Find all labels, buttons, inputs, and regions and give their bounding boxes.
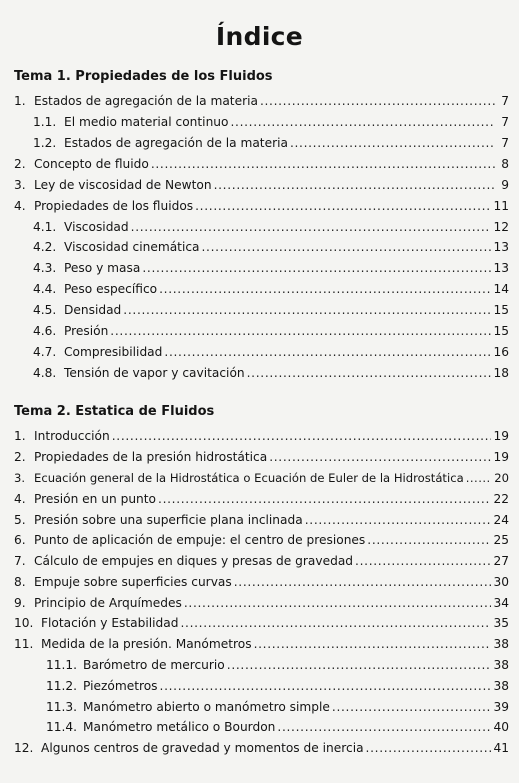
toc-entry-page: 34 xyxy=(493,596,509,610)
toc-entry-number: 4.1. xyxy=(33,220,57,234)
leader-dots xyxy=(131,218,492,236)
toc-entry-number: 4.6. xyxy=(33,324,57,338)
toc-entry[interactable] xyxy=(33,238,509,256)
toc-entry-label: Estados de agregación de la materia xyxy=(34,94,258,108)
toc-entry-number: 2. xyxy=(14,450,26,464)
toc-entry-number: 12. xyxy=(14,741,34,755)
toc-entry-label: Ley de viscosidad de Newton xyxy=(34,178,212,192)
toc-entry[interactable] xyxy=(14,511,509,529)
toc-entry-number: 8. xyxy=(14,575,26,589)
toc-entry-number: 1. xyxy=(14,94,26,108)
toc-entry-number: 1.2. xyxy=(33,136,57,150)
toc-entry-number: 4.7. xyxy=(33,345,57,359)
toc-entry-page: 20 xyxy=(494,471,509,485)
toc-entry-page: 38 xyxy=(493,679,509,693)
toc-entry-label: Densidad xyxy=(64,303,122,317)
toc-entry[interactable] xyxy=(14,614,509,632)
toc-entry[interactable] xyxy=(14,427,509,445)
toc-entry[interactable] xyxy=(14,92,509,110)
toc-entry[interactable] xyxy=(46,698,509,716)
toc-entry-page: 39 xyxy=(493,700,509,714)
toc-entry-label: Piezómetros xyxy=(83,679,158,693)
toc-entry-label: Empuje sobre superficies curvas xyxy=(34,575,232,589)
toc-entry-page: 19 xyxy=(493,429,509,443)
toc-entry-page: 15 xyxy=(493,324,509,338)
toc-entry[interactable] xyxy=(46,718,509,736)
toc-entry-page: 40 xyxy=(493,720,509,734)
toc-entry-number: 11.3. xyxy=(46,700,78,714)
toc-entry[interactable] xyxy=(14,635,509,653)
toc-entry-number: 6. xyxy=(14,533,26,547)
leader-dots xyxy=(227,656,492,674)
leader-dots xyxy=(355,552,491,570)
toc-entry-page: 22 xyxy=(493,492,509,506)
toc-entry-label: Peso específico xyxy=(64,282,158,296)
toc-entry-number: 3. xyxy=(14,471,26,485)
leader-dots xyxy=(180,614,491,632)
toc-entry-page: 18 xyxy=(493,366,509,380)
section-title-tema2: Tema 2. Estatica de Fluidos xyxy=(14,404,215,419)
leader-dots xyxy=(332,698,492,716)
toc-entry-page: 16 xyxy=(493,345,509,359)
toc-entry[interactable] xyxy=(14,594,509,612)
toc-entry-label: Medida de la presión. Manómetros xyxy=(41,637,252,651)
toc-entry[interactable] xyxy=(33,134,509,152)
toc-entry-label: Barómetro de mercurio xyxy=(83,658,225,672)
toc-entry-page: 8 xyxy=(501,157,509,171)
toc-entry-page: 38 xyxy=(493,658,509,672)
toc-entry-number: 7. xyxy=(14,554,26,568)
leader-dots xyxy=(234,573,492,591)
toc-entry-label: Propiedades de la presión hidrostática xyxy=(34,450,268,464)
leader-dots xyxy=(164,343,491,361)
leader-dots xyxy=(466,469,493,487)
toc-entry-label: Compresibilidad xyxy=(64,345,163,359)
toc-entry[interactable] xyxy=(14,573,509,591)
toc-entry[interactable] xyxy=(14,469,509,487)
leader-dots xyxy=(110,322,491,340)
toc-entry-page: 41 xyxy=(493,741,509,755)
toc-entry-label: Peso y masa xyxy=(64,261,141,275)
toc-entry-page: 24 xyxy=(493,513,509,527)
toc-entry-page: 27 xyxy=(493,554,509,568)
toc-entry[interactable] xyxy=(14,552,509,570)
toc-entry[interactable] xyxy=(46,677,509,695)
toc-entry-label: Principio de Arquímedes xyxy=(34,596,182,610)
toc-entry-page: 35 xyxy=(493,616,509,630)
leader-dots xyxy=(260,92,495,110)
toc-entry[interactable] xyxy=(33,259,509,277)
leader-dots xyxy=(112,427,492,445)
toc-entry-number: 5. xyxy=(14,513,26,527)
leader-dots xyxy=(367,531,491,549)
toc-entry-number: 4. xyxy=(14,199,26,213)
toc-entry-page: 11 xyxy=(493,199,509,213)
toc-entry-label: Presión xyxy=(64,324,109,338)
toc-entry-label: Viscosidad xyxy=(64,220,129,234)
toc-entry-number: 4. xyxy=(14,492,26,506)
leader-dots xyxy=(269,448,491,466)
toc-entry[interactable] xyxy=(14,739,509,757)
toc-entry-page: 7 xyxy=(501,136,509,150)
toc-entry-label: Propiedades de los fluidos xyxy=(34,199,194,213)
toc-entry[interactable] xyxy=(33,280,509,298)
toc-entry[interactable] xyxy=(14,531,509,549)
toc-entry[interactable] xyxy=(14,490,509,508)
toc-entry-number: 11. xyxy=(14,637,34,651)
toc-entry[interactable] xyxy=(33,113,509,131)
toc-entry-number: 3. xyxy=(14,178,26,192)
toc-entry-label: Presión en un punto xyxy=(34,492,157,506)
toc-entry[interactable] xyxy=(33,218,509,236)
leader-dots xyxy=(230,113,495,131)
toc-entry-number: 4.4. xyxy=(33,282,57,296)
leader-dots xyxy=(160,677,492,695)
toc-entry-label: Estados de agregación de la materia xyxy=(64,136,288,150)
toc-entry[interactable] xyxy=(14,155,509,173)
leader-dots xyxy=(195,197,491,215)
leader-dots xyxy=(123,301,491,319)
leader-dots xyxy=(305,511,492,529)
toc-entry-number: 4.8. xyxy=(33,366,57,380)
toc-entry-number: 11.2. xyxy=(46,679,78,693)
leader-dots xyxy=(184,594,492,612)
toc-entry-page: 13 xyxy=(493,261,509,275)
toc-entry-page: 14 xyxy=(493,282,509,296)
toc-entry-label: Presión sobre una superficie plana inclinada xyxy=(34,513,303,527)
leader-dots xyxy=(254,635,492,653)
toc-entry-label: Viscosidad cinemática xyxy=(64,240,200,254)
leader-dots xyxy=(151,155,495,173)
toc-entry-page: 15 xyxy=(493,303,509,317)
toc-entry[interactable] xyxy=(33,364,509,382)
toc-entry-label: Punto de aplicación de empuje: el centro de presiones xyxy=(34,533,366,547)
toc-entry-label: Manómetro abierto o manómetro simple xyxy=(83,700,330,714)
leader-dots xyxy=(247,364,492,382)
toc-entry[interactable] xyxy=(33,343,509,361)
toc-entry-number: 4.5. xyxy=(33,303,57,317)
toc-entry-page: 7 xyxy=(501,115,509,129)
toc-entry-label: Tensión de vapor y cavitación xyxy=(64,366,245,380)
toc-entry-label: Manómetro metálico o Bourdon xyxy=(83,720,276,734)
leader-dots xyxy=(366,739,492,757)
toc-entry-label: Flotación y Estabilidad xyxy=(41,616,179,630)
toc-entry-page: 12 xyxy=(493,220,509,234)
toc-entry-label: Cálculo de empujes en diques y presas de gravedad xyxy=(34,554,354,568)
toc-entry-page: 19 xyxy=(493,450,509,464)
leader-dots xyxy=(159,280,491,298)
toc-entry-number: 2. xyxy=(14,157,26,171)
toc-entry[interactable] xyxy=(33,301,509,319)
toc-entry-number: 11.4. xyxy=(46,720,78,734)
toc-entry-number: 1. xyxy=(14,429,26,443)
leader-dots xyxy=(202,238,492,256)
toc-entry-page: 7 xyxy=(501,94,509,108)
toc-entry[interactable] xyxy=(14,176,509,194)
leader-dots xyxy=(142,259,491,277)
toc-entry-page: 30 xyxy=(493,575,509,589)
toc-entry[interactable] xyxy=(33,322,509,340)
page-title: Índice xyxy=(215,22,304,51)
toc-entry-page: 25 xyxy=(493,533,509,547)
toc-entry[interactable] xyxy=(14,448,509,466)
toc-entry-label: El medio material continuo xyxy=(64,115,229,129)
toc-entry-label: Concepto de fluido xyxy=(34,157,149,171)
toc-entry[interactable] xyxy=(46,656,509,674)
leader-dots xyxy=(277,718,491,736)
leader-dots xyxy=(214,176,495,194)
toc-entry-label: Ecuación general de la Hidrostática o Ecuación de Euler de la Hidrostática xyxy=(34,471,464,485)
leader-dots xyxy=(158,490,491,508)
toc-entry[interactable] xyxy=(14,197,509,215)
toc-entry-page: 9 xyxy=(501,178,509,192)
leader-dots xyxy=(290,134,495,152)
toc-entry-page: 38 xyxy=(493,637,509,651)
toc-entry-number: 4.3. xyxy=(33,261,57,275)
toc-entry-page: 13 xyxy=(493,240,509,254)
toc-entry-number: 10. xyxy=(14,616,34,630)
section-title-tema1: Tema 1. Propiedades de los Fluidos xyxy=(14,69,273,84)
toc-entry-label: Introducción xyxy=(34,429,110,443)
toc-entry-number: 9. xyxy=(14,596,26,610)
toc-entry-number: 4.2. xyxy=(33,240,57,254)
toc-entry-number: 11.1. xyxy=(46,658,78,672)
toc-entry-number: 1.1. xyxy=(33,115,57,129)
toc-entry-label: Algunos centros de gravedad y momentos de inercia xyxy=(41,741,364,755)
